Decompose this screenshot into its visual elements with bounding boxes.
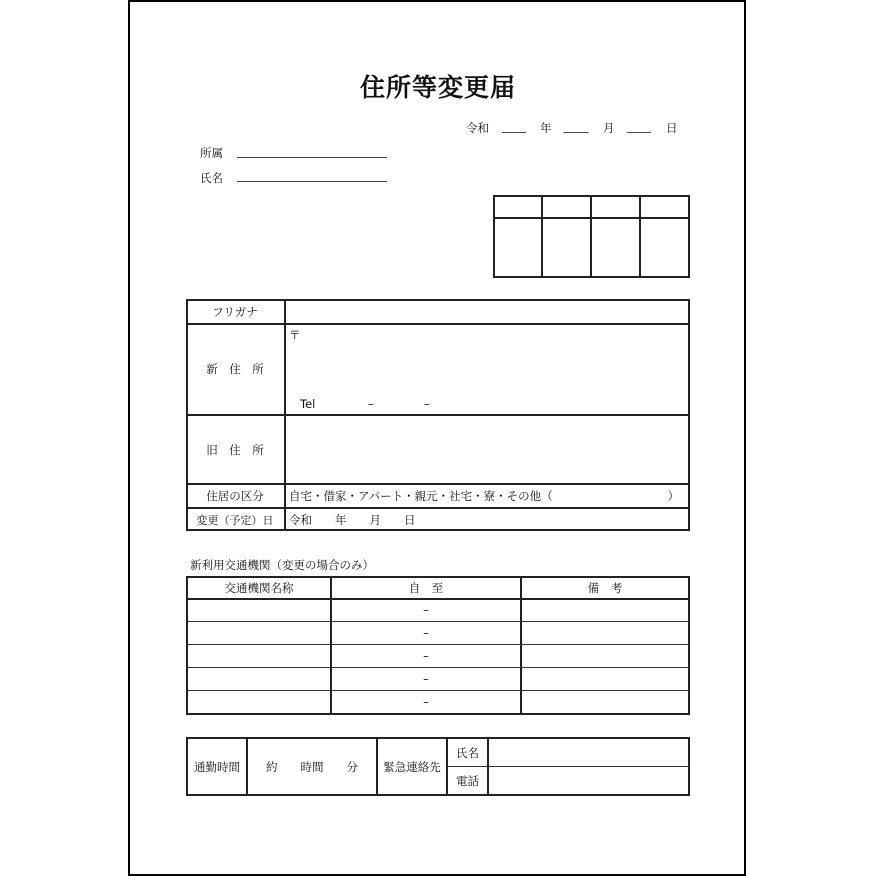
emergency-name-field[interactable] bbox=[489, 739, 688, 765]
commute-time-label: 通勤時間 bbox=[194, 760, 240, 774]
residence-type-options[interactable]: 自宅・借家・アパート・親元・社宅・寮・その他（ ） bbox=[289, 489, 680, 503]
stamp-col-divider bbox=[541, 195, 543, 278]
transport-header-note: 備 考 bbox=[587, 580, 623, 595]
change-date-value[interactable]: 令和 年 月 日 bbox=[289, 513, 416, 527]
emergency-phone-label: 電話 bbox=[456, 774, 479, 788]
furigana-label: フリガナ bbox=[212, 304, 258, 319]
transport-header-name: 交通機関名称 bbox=[224, 580, 294, 595]
tel-separator: – bbox=[368, 397, 374, 411]
name-label: 氏名 bbox=[200, 171, 223, 185]
emergency-contact-label: 緊急連絡先 bbox=[383, 760, 441, 774]
tel-separator: – bbox=[424, 397, 430, 411]
emergency-name-label: 氏名 bbox=[456, 745, 479, 760]
new-address-label: 新 住 所 bbox=[206, 362, 264, 376]
old-address-label: 旧 住 所 bbox=[206, 442, 264, 457]
residence-type-label: 住居の区分 bbox=[206, 489, 264, 503]
transport-route-dash: – bbox=[423, 603, 429, 617]
postal-mark: 〒 bbox=[289, 328, 301, 342]
year-field[interactable] bbox=[502, 132, 526, 133]
transport-route-dash: – bbox=[423, 626, 429, 640]
affiliation-label: 所属 bbox=[200, 146, 223, 160]
transport-section-title: 新利用交通機関（変更の場合のみ） bbox=[190, 558, 374, 572]
new-address-field[interactable] bbox=[300, 326, 686, 386]
emergency-phone-field[interactable] bbox=[489, 767, 688, 795]
name-field[interactable] bbox=[237, 181, 387, 182]
furigana-field[interactable] bbox=[286, 301, 688, 322]
affiliation-field[interactable] bbox=[237, 157, 387, 158]
stamp-col-divider bbox=[639, 195, 641, 278]
transport-route-dash: – bbox=[423, 695, 429, 709]
tel-label: Tel bbox=[300, 397, 316, 411]
transport-header-route: 自 至 bbox=[408, 580, 444, 595]
date-month-label: 月 bbox=[603, 121, 615, 135]
date-year-label: 年 bbox=[540, 121, 552, 135]
form-title: 住所等変更届 bbox=[359, 73, 516, 102]
commute-time-value[interactable]: 約 時間 分 bbox=[266, 760, 358, 774]
transport-route-dash: – bbox=[423, 649, 429, 663]
day-field[interactable] bbox=[627, 132, 651, 133]
old-address-field[interactable] bbox=[286, 416, 688, 482]
date-era: 令和 bbox=[466, 121, 489, 135]
month-field[interactable] bbox=[564, 132, 588, 133]
change-date-label: 変更（予定）日 bbox=[196, 514, 274, 527]
transport-route-dash: – bbox=[423, 672, 429, 686]
stamp-col-divider bbox=[590, 195, 592, 278]
date-day-label: 日 bbox=[666, 121, 678, 135]
